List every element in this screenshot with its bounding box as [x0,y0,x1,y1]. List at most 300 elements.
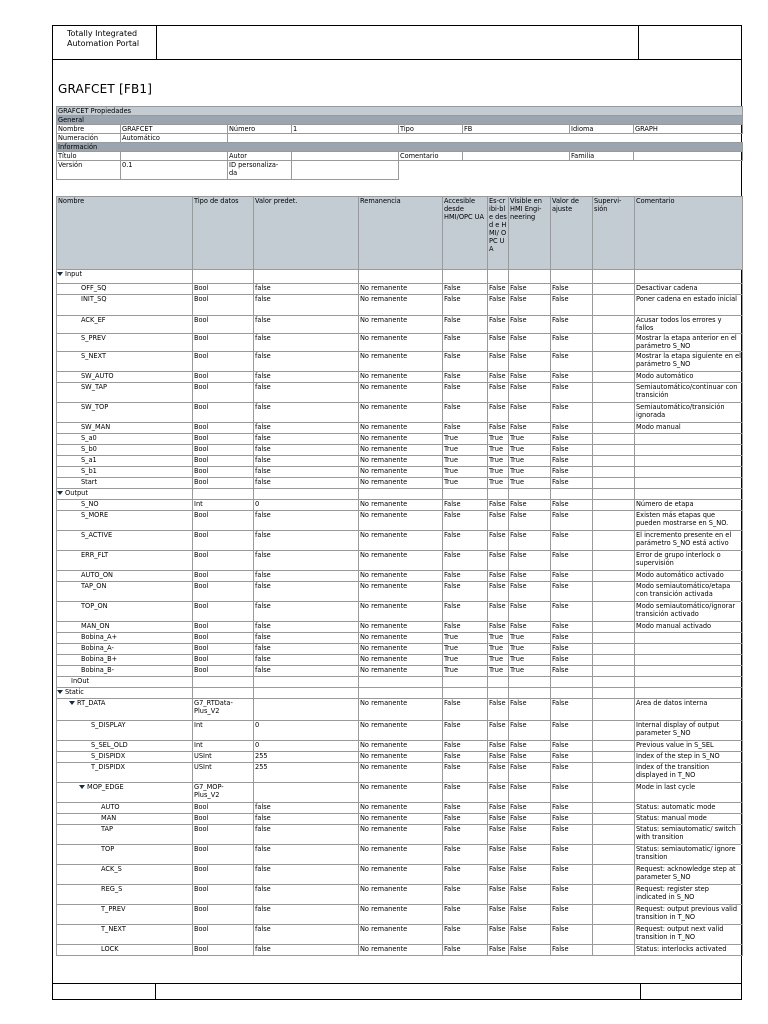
cell-comment: Desactivar cadena [635,284,743,295]
cell-supervision [593,316,635,334]
table-row [57,945,743,956]
cell-retain: No remanente [359,383,443,403]
cell-name-text: TAP [101,825,114,833]
cell-writable: False [488,803,509,814]
cell-comment: Existen más etapas que pueden mostrarse en S_NO. [635,511,743,531]
cell-default [254,688,359,699]
cell-setpoint: False [551,763,593,783]
cell-visible: False [509,721,551,741]
cell-retain: No remanente [359,721,443,741]
cell-name [57,699,193,721]
logo-line-1: Totally Integrated [67,29,138,38]
cell-default [254,699,359,721]
prop-label: Autor [228,152,292,161]
table-row [57,602,743,622]
cell-comment: El incremento presente en el parámetro S_NO está activo [635,531,743,551]
cell-comment: Status: automatic mode [635,803,743,814]
cell-comment: Modo automático activado [635,571,743,582]
properties-table [56,106,743,180]
properties-row-version [57,161,743,180]
cell-default: false [254,456,359,467]
cell-accessible: False [443,885,488,905]
cell-setpoint: False [551,655,593,666]
cell-writable: False [488,531,509,551]
cell-comment [635,644,743,655]
cell-name-text: AUTO [101,803,120,811]
cell-accessible: False [443,352,488,372]
cell-setpoint [551,489,593,500]
cell-accessible: False [443,925,488,945]
cell-comment: Request: register step indicated in S_NO [635,885,743,905]
prop-label: Comentario [399,152,463,161]
cell-comment: Index of the step in S_NO [635,752,743,763]
table-row [57,633,743,644]
cell-writable: True [488,445,509,456]
cell-accessible [443,688,488,699]
cell-comment: Request: output next valid transition in T_NO [635,925,743,945]
cell-accessible: False [443,945,488,956]
table-row [57,763,743,783]
cell-visible: True [509,434,551,445]
cell-supervision [593,571,635,582]
prop-value [292,152,399,161]
cell-accessible: True [443,445,488,456]
cell-name-text: S_SEL_OLD [91,741,128,749]
cell-name-text: LOCK [101,945,119,953]
cell-default: false [254,825,359,845]
cell-default: false [254,633,359,644]
cell-visible: True [509,666,551,677]
table-row [57,531,743,551]
cell-retain: No remanente [359,284,443,295]
table-row [57,383,743,403]
cell-default: false [254,865,359,885]
cell-writable: False [488,925,509,945]
cell-accessible: False [443,284,488,295]
cell-setpoint: False [551,699,593,721]
cell-name [57,865,193,885]
cell-name-text: T_DISPIDX [91,763,126,771]
cell-writable: True [488,478,509,489]
expand-chevron-icon[interactable] [69,701,75,705]
cell-name [57,783,193,803]
cell-name-text: ACK_S [101,865,122,873]
prop-value [634,152,743,161]
cell-retain: No remanente [359,511,443,531]
cell-default: 0 [254,721,359,741]
cell-name-text: S_b1 [81,467,97,475]
cell-writable: True [488,467,509,478]
table-row [57,445,743,456]
cell-datatype: Bool [193,316,254,334]
prop-value: 1 [292,125,399,134]
cell-name-text: Static [65,688,84,696]
cell-supervision [593,602,635,622]
cell-supervision [593,270,635,284]
cell-name [57,825,193,845]
cell-accessible: False [443,383,488,403]
cell-datatype: Bool [193,511,254,531]
cell-datatype: Bool [193,383,254,403]
cell-visible [509,270,551,284]
cell-accessible: False [443,316,488,334]
information-heading: Información [57,143,743,152]
cell-visible: False [509,602,551,622]
cell-writable: False [488,500,509,511]
cell-accessible: False [443,295,488,316]
cell-name-text: ACK_EF [81,316,106,324]
cell-retain: No remanente [359,316,443,334]
expand-chevron-icon[interactable] [79,785,85,789]
cell-datatype: Bool [193,456,254,467]
cell-setpoint: False [551,284,593,295]
cell-supervision [593,372,635,383]
table-row [57,316,743,334]
cell-name-text: Bobina_B- [81,666,114,674]
cell-datatype: Bool [193,295,254,316]
cell-name-text: Bobina_A+ [81,633,118,641]
cell-name-text: Start [81,478,98,486]
cell-datatype [193,677,254,688]
cell-retain: No remanente [359,803,443,814]
cell-retain: No remanente [359,763,443,783]
prop-label: Tipo [399,125,463,134]
prop-label: Número [228,125,292,134]
cell-supervision [593,825,635,845]
cell-visible: False [509,622,551,633]
cell-supervision [593,741,635,752]
cell-setpoint: False [551,500,593,511]
cell-writable: False [488,825,509,845]
cell-name [57,423,193,434]
cell-writable: False [488,752,509,763]
cell-retain: No remanente [359,582,443,602]
cell-default: false [254,352,359,372]
cell-writable: False [488,945,509,956]
cell-name [57,622,193,633]
cell-name [57,383,193,403]
cell-setpoint: False [551,845,593,865]
cell-datatype: Bool [193,372,254,383]
cell-visible: False [509,531,551,551]
cell-name [57,644,193,655]
cell-default: false [254,423,359,434]
cell-datatype: Bool [193,905,254,925]
cell-comment [635,467,743,478]
table-row [57,752,743,763]
cell-writable: False [488,905,509,925]
col-header-datatype: Tipo de datos [193,197,254,270]
cell-name [57,571,193,582]
cell-setpoint: False [551,885,593,905]
cell-writable: False [488,845,509,865]
cell-retain: No remanente [359,783,443,803]
col-header-writable: Es-cribi-ble desd e HMI/ OPC UA [488,197,509,270]
cell-supervision [593,434,635,445]
cell-default: false [254,905,359,925]
cell-datatype [193,688,254,699]
cell-setpoint: False [551,478,593,489]
cell-name-text: Output [65,489,88,497]
cell-comment: Área de datos interna [635,699,743,721]
cell-setpoint: False [551,945,593,956]
cell-accessible [443,270,488,284]
cell-supervision [593,633,635,644]
table-row [57,270,743,284]
cell-default: false [254,316,359,334]
cell-visible [509,688,551,699]
cell-comment: Número de etapa [635,500,743,511]
cell-name-text: S_PREV [81,334,106,342]
cell-datatype: Bool [193,284,254,295]
col-header-retain: Remanencia [359,197,443,270]
cell-retain: No remanente [359,500,443,511]
cell-datatype: Bool [193,445,254,456]
cell-writable: False [488,571,509,582]
cell-name [57,752,193,763]
table-row [57,699,743,721]
footer-divider [155,984,156,1000]
prop-label: Idioma [570,125,634,134]
cell-comment [635,666,743,677]
cell-default: false [254,284,359,295]
cell-accessible: False [443,825,488,845]
cell-name-text: TAP_ON [81,582,107,590]
cell-datatype: Bool [193,334,254,352]
header-right-box [638,26,741,59]
cell-comment: Request: output previous valid transition in T_NO [635,905,743,925]
table-row [57,666,743,677]
cell-retain: No remanente [359,814,443,825]
expand-chevron-icon[interactable] [57,690,63,694]
table-row [57,783,743,803]
table-row [57,885,743,905]
cell-default: false [254,478,359,489]
cell-writable: False [488,885,509,905]
cell-supervision [593,752,635,763]
cell-supervision [593,284,635,295]
cell-supervision [593,383,635,403]
cell-retain: No remanente [359,885,443,905]
cell-visible: False [509,284,551,295]
cell-datatype: Bool [193,644,254,655]
prop-empty [399,161,743,180]
cell-name [57,602,193,622]
cell-setpoint: False [551,582,593,602]
cell-default: false [254,602,359,622]
cell-datatype: Bool [193,571,254,582]
cell-writable: False [488,334,509,352]
cell-datatype: Bool [193,352,254,372]
general-heading: General [57,116,743,125]
cell-comment: Error de grupo interlock o supervisión [635,551,743,571]
cell-supervision [593,677,635,688]
cell-name-text: AUTO_ON [81,571,113,579]
cell-name-text: Input [65,270,83,278]
cell-comment: Previous value in S_SEL [635,741,743,752]
cell-writable: False [488,352,509,372]
cell-name-text: InOut [71,677,90,685]
cell-supervision [593,666,635,677]
table-row [57,721,743,741]
cell-comment: Modo manual [635,423,743,434]
prop-label: ID personaliza- da [228,161,292,180]
cell-datatype: G7_MOP- Plus_V2 [193,783,254,803]
col-header-name: Nombre [57,197,193,270]
cell-name [57,489,193,500]
cell-retain: No remanente [359,434,443,445]
cell-supervision [593,500,635,511]
cell-default: 255 [254,752,359,763]
cell-name-text: SW_TAP [81,383,108,391]
cell-supervision [593,925,635,945]
table-row [57,372,743,383]
cell-retain [359,489,443,500]
col-header-visible: Visible en HMI Engi-neering [509,197,551,270]
cell-writable [488,688,509,699]
cell-name-text: ERR_FLT [81,551,109,559]
table-row [57,803,743,814]
cell-setpoint: False [551,316,593,334]
cell-default: false [254,531,359,551]
cell-writable: True [488,655,509,666]
cell-datatype: Bool [193,467,254,478]
cell-accessible: False [443,571,488,582]
cell-name-text: OFF_SQ [81,284,107,292]
table-row [57,655,743,666]
cell-datatype: Bool [193,945,254,956]
table-header-row [57,197,743,270]
prop-label: Nombre [57,125,121,134]
cell-supervision [593,622,635,633]
cell-writable: False [488,582,509,602]
cell-visible: False [509,945,551,956]
cell-accessible: False [443,721,488,741]
cell-retain: No remanente [359,403,443,423]
cell-comment: Index of the transition displayed in T_NO [635,763,743,783]
cell-setpoint: False [551,295,593,316]
cell-default: false [254,582,359,602]
table-row [57,582,743,602]
cell-datatype: Int [193,721,254,741]
expand-chevron-icon[interactable] [57,272,63,276]
table-row [57,677,743,688]
cell-comment: Status: interlocks activated [635,945,743,956]
expand-chevron-icon[interactable] [57,491,63,495]
cell-accessible: True [443,478,488,489]
cell-writable: False [488,284,509,295]
table-row [57,478,743,489]
cell-datatype: Bool [193,622,254,633]
cell-supervision [593,655,635,666]
cell-visible: False [509,383,551,403]
cell-default: false [254,571,359,582]
cell-name [57,531,193,551]
cell-default [254,677,359,688]
cell-visible [509,489,551,500]
cell-comment [635,688,743,699]
cell-retain: No remanente [359,602,443,622]
cell-retain: No remanente [359,845,443,865]
table-row [57,423,743,434]
cell-name-text: S_a1 [81,456,97,464]
cell-setpoint: False [551,511,593,531]
cell-setpoint: False [551,644,593,655]
cell-visible: False [509,865,551,885]
cell-accessible: False [443,423,488,434]
cell-accessible: False [443,403,488,423]
cell-setpoint [551,270,593,284]
page-header [52,25,742,60]
cell-comment: Modo manual activado [635,622,743,633]
cell-visible: False [509,582,551,602]
cell-setpoint: False [551,445,593,456]
cell-setpoint: False [551,571,593,582]
cell-datatype: Bool [193,602,254,622]
table-row [57,925,743,945]
cell-comment: Mostrar la etapa siguiente en el parámetro S_NO [635,352,743,372]
cell-name [57,284,193,295]
cell-supervision [593,352,635,372]
table-row [57,511,743,531]
cell-name [57,478,193,489]
cell-visible: False [509,551,551,571]
table-row [57,467,743,478]
cell-writable: False [488,741,509,752]
cell-visible: False [509,763,551,783]
cell-accessible: False [443,334,488,352]
table-row [57,456,743,467]
cell-datatype: Bool [193,814,254,825]
cell-writable [488,489,509,500]
cell-name [57,467,193,478]
cell-default: false [254,945,359,956]
cell-setpoint: False [551,865,593,885]
cell-supervision [593,511,635,531]
cell-setpoint: False [551,814,593,825]
cell-comment [635,677,743,688]
cell-name [57,925,193,945]
cell-retain [359,677,443,688]
cell-supervision [593,478,635,489]
cell-accessible: True [443,666,488,677]
cell-retain: No remanente [359,622,443,633]
cell-visible: False [509,295,551,316]
cell-comment: Status: semiautomatic/ switch with transition [635,825,743,845]
cell-writable: False [488,316,509,334]
cell-name-text: S_ACTIVE [81,531,113,539]
cell-comment: Request: acknowledge step at parameter S_NO [635,865,743,885]
cell-supervision [593,467,635,478]
cell-comment: Status: semiautomatic/ ignore transition [635,845,743,865]
cell-comment [635,478,743,489]
cell-datatype: Bool [193,633,254,644]
cell-name [57,316,193,334]
cell-supervision [593,814,635,825]
cell-setpoint: False [551,741,593,752]
cell-supervision [593,688,635,699]
cell-default: false [254,655,359,666]
cell-retain: No remanente [359,925,443,945]
cell-name-text: S_NEXT [81,352,107,360]
cell-retain: No remanente [359,644,443,655]
cell-name [57,905,193,925]
cell-accessible: False [443,865,488,885]
cell-setpoint: False [551,633,593,644]
cell-accessible: False [443,845,488,865]
col-header-default: Valor predet. [254,197,359,270]
cell-retain [359,688,443,699]
